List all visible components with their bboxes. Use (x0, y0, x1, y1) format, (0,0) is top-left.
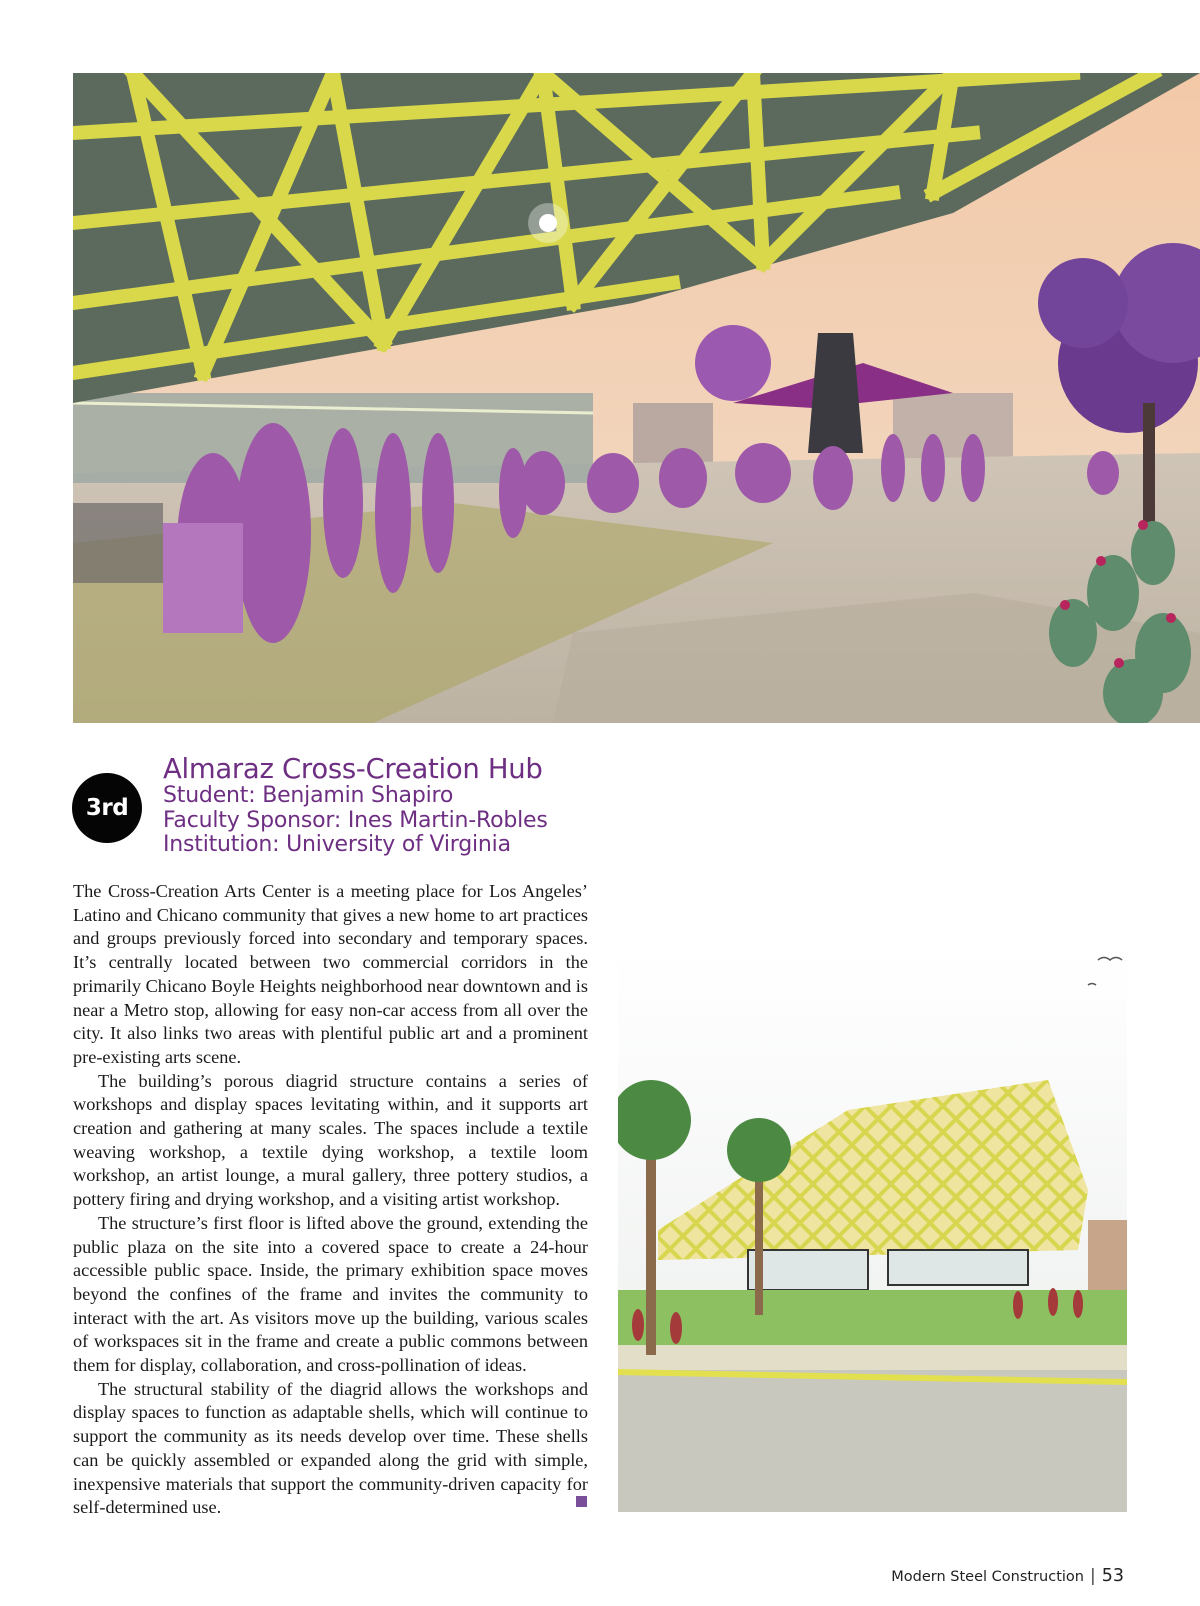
plaza-rendering-image (73, 73, 1200, 723)
article-paragraph: The building’s porous diagrid structure contains a series of workshops and display spaces levitating within, and it supports art creation and gathering at many scales. The spaces include a textile weaving workshop, a textile dying workshop, a textile loom workshop, an artist lounge, a mural gallery, three pottery studios, a pottery firing and drying workshop, and a visiting artist workshop. (73, 1070, 588, 1210)
place-label: 3rd (85, 795, 129, 821)
faculty-sponsor-credit: Faculty Sponsor: Ines Martin-Robles (163, 807, 548, 833)
article-paragraph: The Cross-Creation Arts Center is a meeting place for Los Angeles’ Latino and Chicano community that gives a new home to art practices and groups previously forced into secondary and temporary spaces. It’s centrally located between two commercial corridors in the primarily Chicano Boyle Heights neighborhood near downtown and is near a Metro stop, allowing for easy non-car access from all over the city. It also links two areas with plentiful public art and a prominent pre-existing arts scene. (73, 881, 588, 1067)
student-credit: Student: Benjamin Shapiro (163, 783, 454, 808)
article-paragraph: The structural stability of the diagrid allows the workshops and display spaces to function as adaptable shells, which will continue to support the community as its needs develop over time. These shells can be quickly assembled or expanded along the grid with simple, inexpensive materials that support the community-driven capacity for self-determined use. (73, 1378, 588, 1518)
project-credits (163, 754, 548, 858)
building-exterior-rendering-image (618, 950, 1127, 1512)
institution-credit: Institution: University of Virginia (163, 832, 511, 857)
place-badge (72, 773, 142, 843)
article-body (73, 880, 588, 1520)
article-paragraph: The structure’s first floor is lifted above the ground, extending the public plaza on the site into a covered space to create a 24-hour accessible public space. Inside, the primary exhibition space moves beyond the confines of the frame and invites the community to interact with the art. As visitors move up the building, various scales of workspaces sit in the frame and create a public commons between them for display, collaboration, and cross-pollination of ideas. (73, 1212, 588, 1376)
page-footer (891, 1566, 1124, 1586)
footer-separator: | (1089, 1566, 1096, 1586)
publication-name: Modern Steel Construction (891, 1569, 1084, 1585)
page-number: 53 (1101, 1566, 1124, 1586)
end-of-article-mark (576, 1496, 587, 1507)
project-title: Almaraz Cross-Creation Hub (163, 753, 543, 785)
